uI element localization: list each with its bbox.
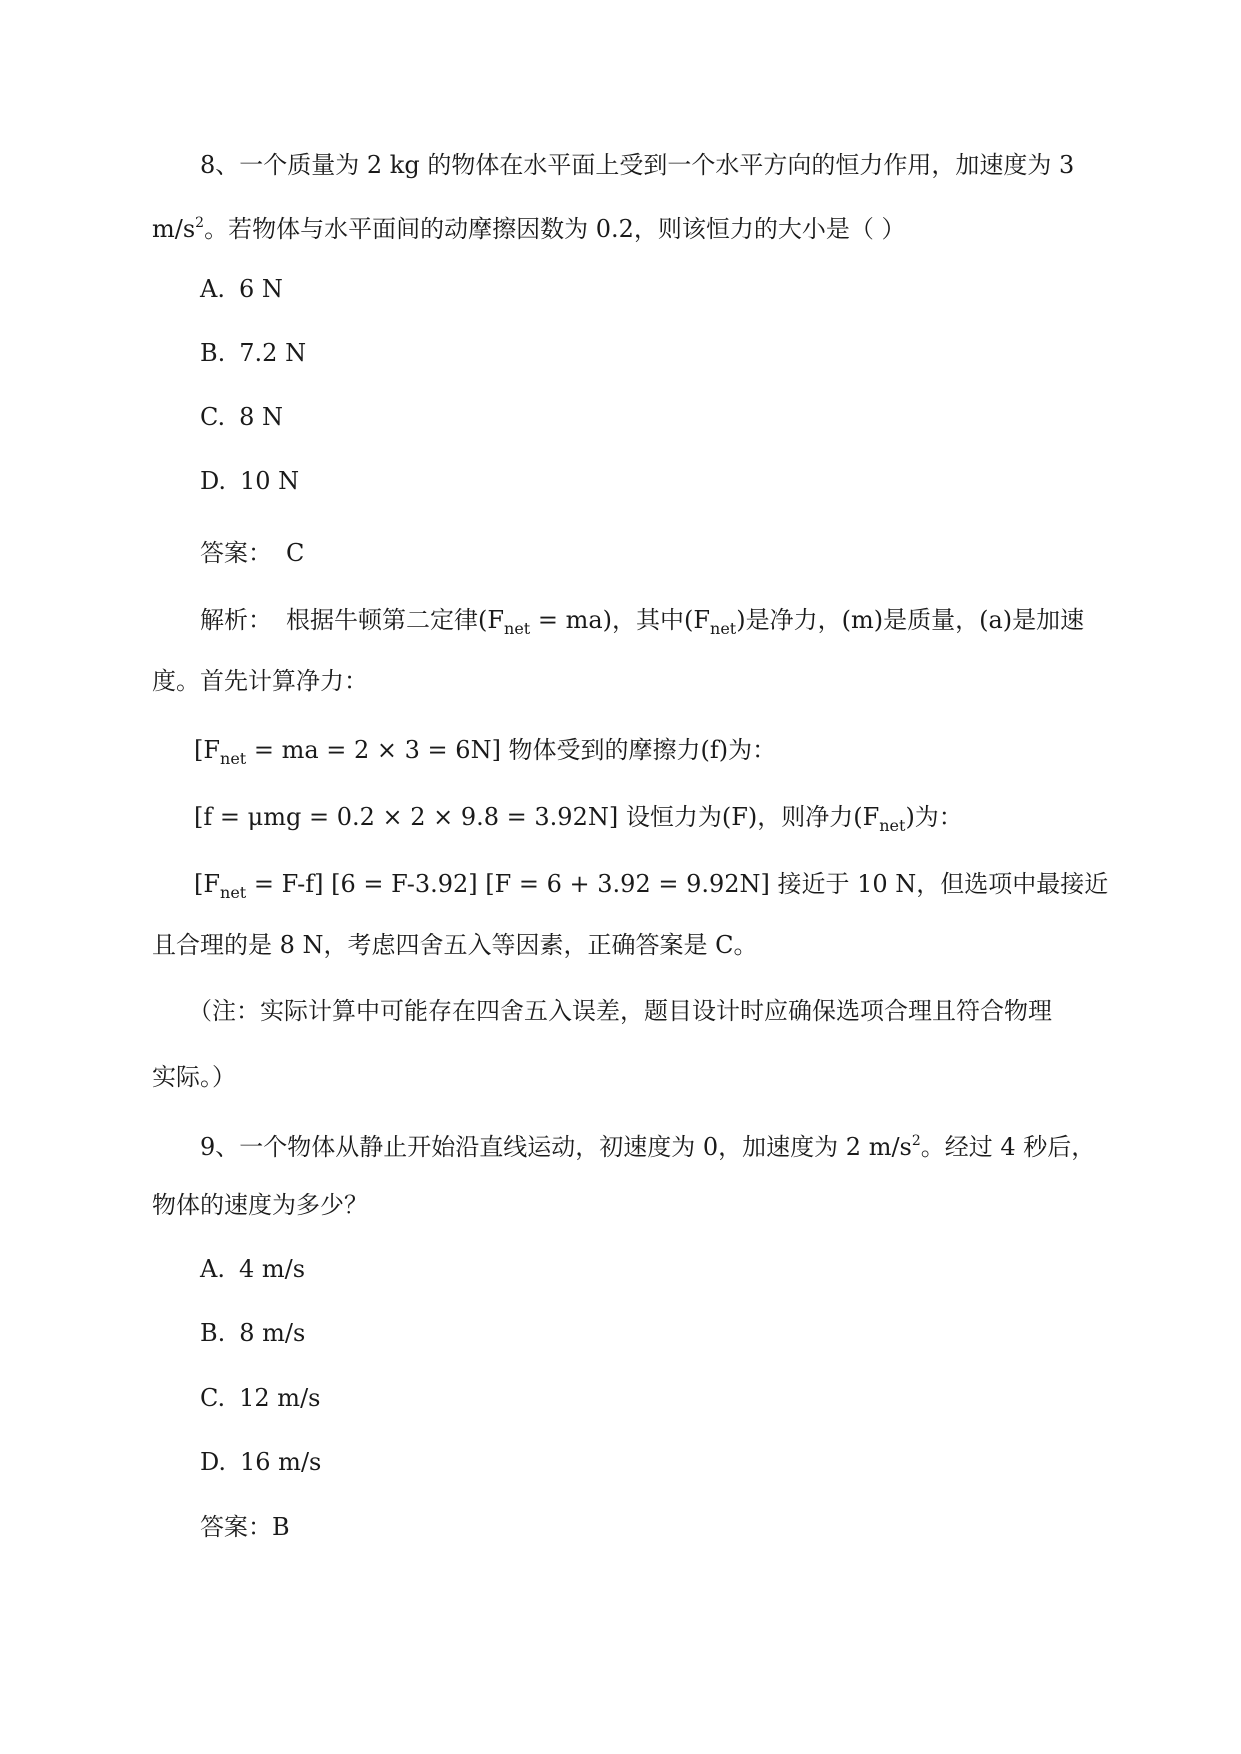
- answer-label: 答案：: [200, 539, 272, 567]
- analysis-label: 解析：: [200, 606, 272, 634]
- q9-unit-exponent: 2: [911, 1133, 921, 1149]
- answer-value: B: [272, 1513, 290, 1541]
- q9-option-b: [200, 1316, 305, 1350]
- option-letter: B.: [200, 1319, 226, 1347]
- q8-option-a: [200, 272, 283, 306]
- option-letter: A.: [200, 275, 225, 303]
- q8-stem-rest: 。若物体与水平面间的动摩擦因数为 0.2，则该恒力的大小是（ ）: [204, 215, 906, 243]
- subscript: net: [220, 749, 247, 768]
- q9-stem-line2: 物体的速度为多少？: [152, 1191, 368, 1219]
- q8-note-line2: 实际。）: [152, 1063, 236, 1091]
- option-letter: C.: [200, 403, 226, 431]
- q8-option-c: [200, 400, 283, 434]
- option-text: 16 m/s: [240, 1448, 322, 1476]
- option-text: 8 m/s: [239, 1319, 306, 1347]
- q8-equation-friction: [194, 800, 963, 843]
- q9-stem-text: 。经过 4 秒后，: [920, 1133, 1096, 1161]
- option-letter: C.: [200, 1384, 226, 1412]
- equation-text: [F: [194, 736, 221, 764]
- q9-option-d: [200, 1445, 321, 1479]
- q9-option-c: [200, 1381, 320, 1415]
- equation-text: = F-f] [6 = F-3.92] [F = 6 + 3.92 = 9.92N] 接近于 10 N，但选项中最接近: [246, 870, 1109, 898]
- analysis-text: )是净力，(m)是质量，(a)是加速: [736, 606, 1085, 634]
- q9-stem-line1: [200, 1124, 1095, 1164]
- subscript: net: [504, 619, 531, 638]
- option-letter: B.: [200, 339, 226, 367]
- q8-note-line1: （注：实际计算中可能存在四舍五入误差，题目设计时应确保选项合理且符合物理: [188, 997, 1052, 1025]
- q8-stem-line1: 8、一个质量为 2 kg 的物体在水平面上受到一个水平方向的恒力作用，加速度为 3: [200, 151, 1075, 179]
- q8-option-d: [200, 464, 299, 498]
- q9-stem-text: 9、一个物体从静止开始沿直线运动，初速度为 0，加速度为 2 m/s: [200, 1133, 912, 1161]
- equation-text: = ma = 2 × 3 = 6N] 物体受到的摩擦力(f)为：: [246, 736, 777, 764]
- q9-answer: [200, 1510, 290, 1544]
- option-text: 4 m/s: [238, 1255, 306, 1283]
- q8-equation-force: [194, 867, 1108, 910]
- q8-equation-net-force: [194, 733, 776, 776]
- option-text: 10 N: [240, 467, 300, 495]
- option-text: 8 N: [239, 403, 284, 431]
- subscript: net: [710, 619, 737, 638]
- subscript: net: [879, 816, 906, 835]
- option-letter: D.: [200, 1448, 227, 1476]
- option-letter: D.: [200, 467, 227, 495]
- q8-analysis-line2: 度。首先计算净力：: [152, 667, 368, 695]
- answer-label: 答案：: [200, 1513, 272, 1541]
- option-text: 6 N: [238, 275, 283, 303]
- option-text: 7.2 N: [239, 339, 307, 367]
- equation-text: [F: [194, 870, 221, 898]
- answer-value: C: [286, 539, 305, 567]
- option-text: 12 m/s: [239, 1384, 321, 1412]
- equation-text: )为：: [905, 803, 963, 831]
- equation-text: [f = μmg = 0.2 × 2 × 9.8 = 3.92N] 设恒力为(F)，则净力(F: [194, 803, 880, 831]
- analysis-text: 根据牛顿第二定律(F: [286, 606, 505, 634]
- q8-equation-conclusion: 且合理的是 8 N，考虑四舍五入等因素，正确答案是 C。: [152, 931, 758, 959]
- q8-analysis-line1: [200, 603, 1084, 646]
- q8-option-b: [200, 336, 306, 370]
- subscript: net: [220, 883, 247, 902]
- q8-answer: [200, 536, 304, 570]
- analysis-text: = ma)，其中(F: [530, 606, 711, 634]
- option-letter: A.: [200, 1255, 225, 1283]
- q8-stem-line2: [152, 206, 906, 246]
- q9-option-a: [200, 1252, 305, 1286]
- q8-unit: m/s: [152, 215, 196, 243]
- q8-unit-exponent: 2: [195, 215, 205, 231]
